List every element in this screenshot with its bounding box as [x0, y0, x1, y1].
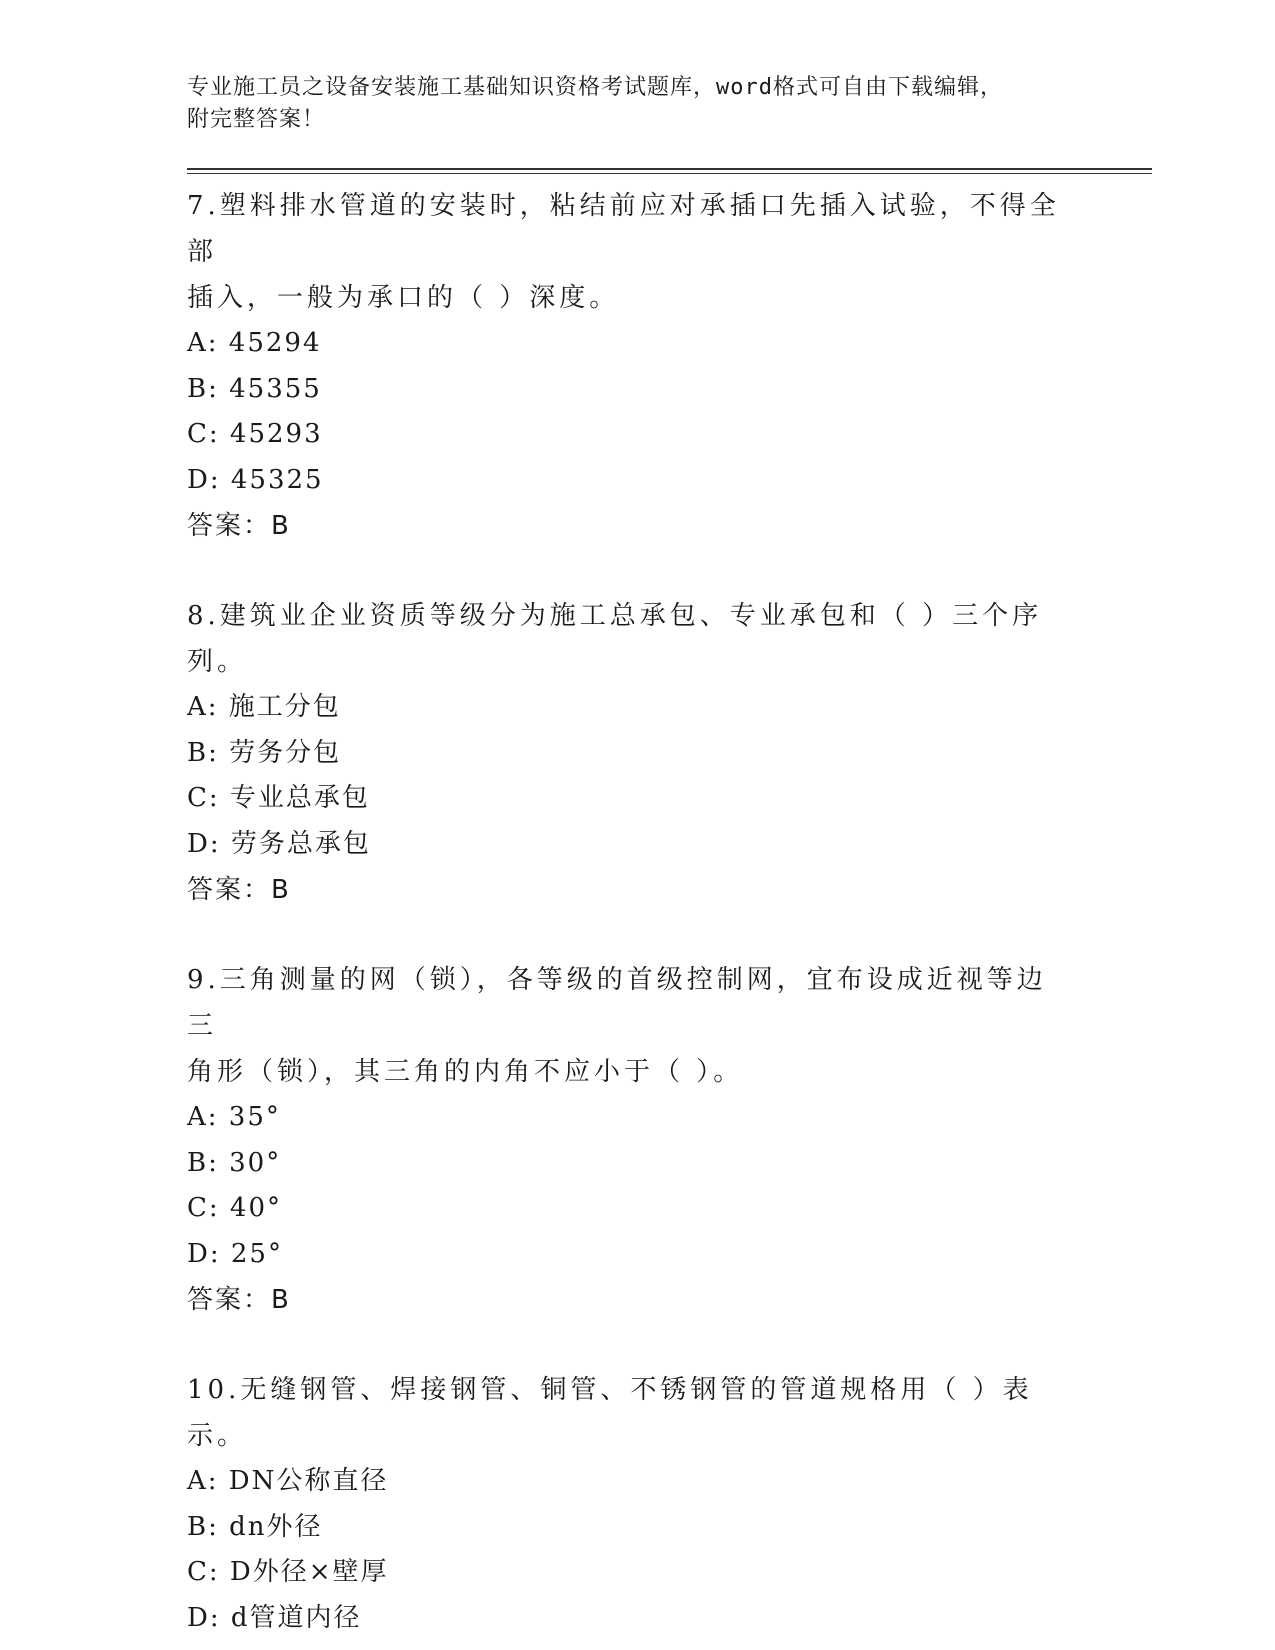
- option-a: A: 35°: [187, 1102, 281, 1132]
- question-10: [187, 1367, 1152, 1641]
- question-stem-line: 10.无缝钢管、焊接钢管、铜管、不锈钢管的管道规格用（ ）表示。: [187, 1375, 1033, 1451]
- document-header: [187, 72, 1067, 140]
- header-line-2: 附完整答案！: [187, 107, 326, 132]
- question-spacer: [187, 549, 1152, 593]
- header-divider: [187, 168, 1152, 174]
- question-stem-line: 7.塑料排水管道的安装时，粘结前应对承插口先插入试验，不得全部: [187, 191, 1060, 267]
- question-7: [187, 183, 1152, 549]
- option-a: A: 施工分包: [187, 692, 341, 722]
- option-b: B: 30°: [187, 1147, 282, 1178]
- answer: 答案：B: [187, 1285, 291, 1315]
- question-9: [187, 957, 1152, 1323]
- question-stem-line: 8.建筑业企业资质等级分为施工总承包、专业承包和（ ）三个序列。: [187, 601, 1043, 677]
- question-stem-line: 角形（锁），其三角的内角不应小于（ ）。: [187, 1057, 744, 1087]
- option-a: A: 45294: [187, 328, 322, 358]
- option-d: D: 劳务总承包: [187, 828, 371, 859]
- option-b: B: dn外径: [187, 1511, 323, 1542]
- question-stem: [187, 957, 1067, 1095]
- question-spacer: [187, 1323, 1152, 1367]
- option-c: C: D外径×壁厚: [187, 1557, 389, 1587]
- question-spacer: [187, 913, 1152, 957]
- option-a: A: DN公称直径: [187, 1466, 389, 1496]
- question-stem-line: 插入，一般为承口的（ ）深度。: [187, 283, 620, 313]
- question-stem: [187, 593, 1067, 685]
- option-c: C: 45293: [187, 419, 323, 449]
- option-d: D: 45325: [187, 464, 324, 495]
- question-stem: [187, 1367, 1067, 1459]
- option-b: B: 45355: [187, 373, 322, 404]
- option-d: D: d管道内径: [187, 1602, 362, 1633]
- answer: 答案：B: [187, 511, 291, 541]
- header-line-1: 专业施工员之设备安装施工基础知识资格考试题库，word格式可自由下载编辑，: [187, 75, 1003, 100]
- answer: 答案：B: [187, 875, 291, 905]
- question-8: [187, 593, 1152, 913]
- option-c: C: 专业总承包: [187, 783, 370, 813]
- document-page: [187, 72, 1152, 1641]
- question-stem-line: 9.三角测量的网（锁），各等级的首级控制网，宜布设成近视等边三: [187, 965, 1047, 1041]
- question-stem: [187, 183, 1067, 321]
- option-c: C: 40°: [187, 1193, 283, 1223]
- option-d: D: 25°: [187, 1238, 283, 1269]
- option-b: B: 劳务分包: [187, 737, 342, 768]
